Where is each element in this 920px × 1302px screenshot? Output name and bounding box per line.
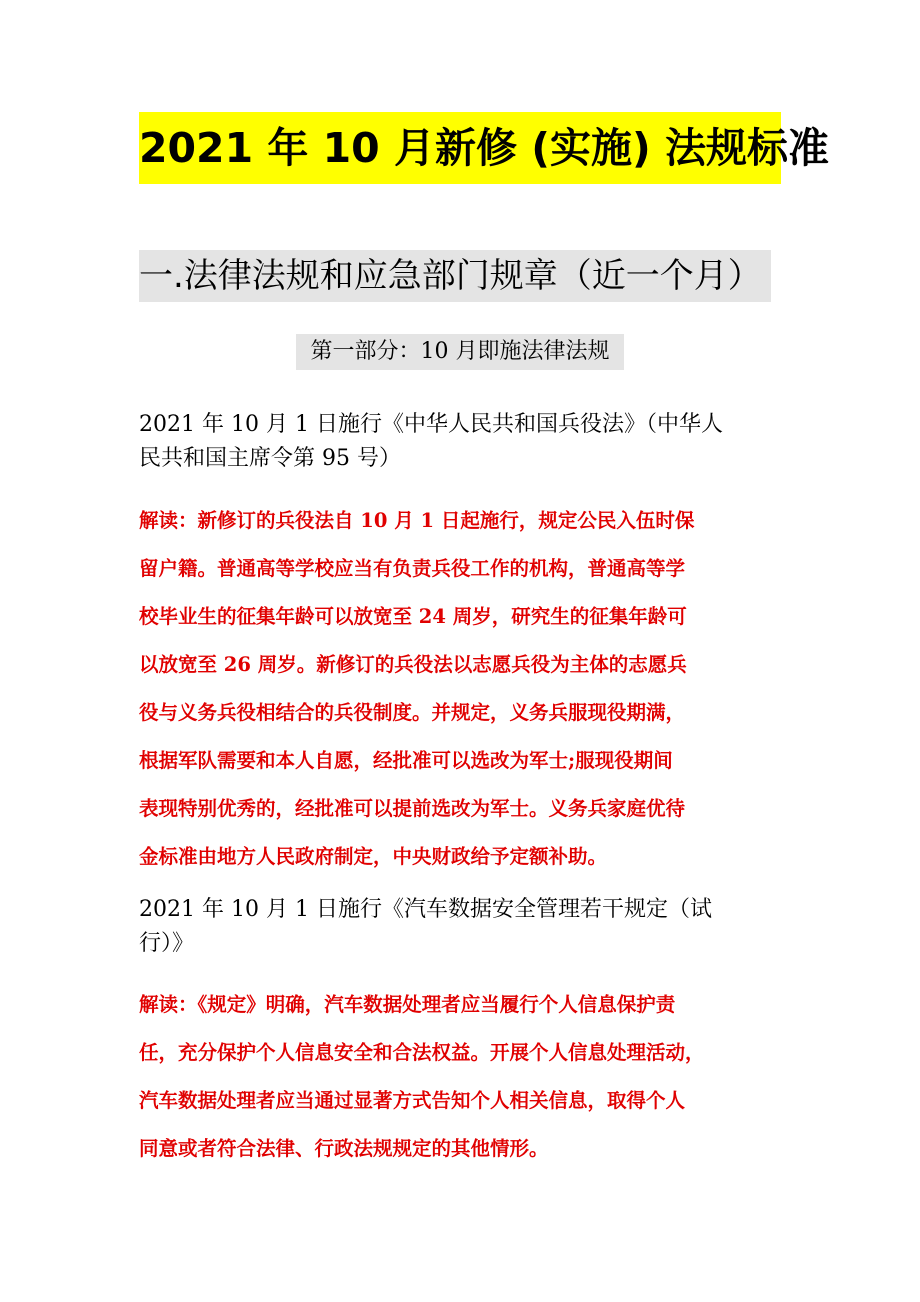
law-title-line: 2021 年 10 月 1 日施行《汽车数据安全管理若干规定（试 — [139, 897, 712, 922]
interpretation-line: 金标准由地方人民政府制定，中央财政给予定额补助。 — [139, 845, 608, 868]
law-title-line: 2021 年 10 月 1 日施行《中华人民共和国兵役法》（中华人 — [139, 412, 723, 437]
interpretation-line: 解读：《规定》明确，汽车数据处理者应当履行个人信息保护责 — [139, 993, 676, 1016]
interpretation-line: 表现特别优秀的，经批准可以提前选改为军士。义务兵家庭优待 — [139, 797, 686, 820]
interpretation-line: 解读：新修订的兵役法自 10 月 1 日起施行，规定公民入伍时保 — [139, 509, 695, 532]
interpretation-line: 役与义务兵役相结合的兵役制度。并规定，义务兵服现役期满， — [139, 701, 686, 724]
interpretation-line: 同意或者符合法律、行政法规规定的其他情形。 — [139, 1137, 549, 1160]
part-heading: 第一部分：10 月即施法律法规 — [296, 334, 624, 370]
section-heading: 一.法律法规和应急部门规章（近一个月） — [139, 250, 771, 302]
interpretation-line: 校毕业生的征集年龄可以放宽至 24 周岁，研究生的征集年龄可 — [139, 605, 687, 628]
interpretation-line: 根据军队需要和本人自愿，经批准可以选改为军士;服现役期间 — [139, 749, 673, 772]
interpretation-military-service — [139, 497, 784, 881]
interpretation-line: 以放宽至 26 周岁。新修订的兵役法以志愿兵役为主体的志愿兵 — [139, 653, 687, 676]
document-title: 2021 年 10 月新修 (实施) 法规标准 — [139, 112, 781, 184]
law-item-military-service — [139, 408, 784, 476]
interpretation-automobile-data — [139, 981, 784, 1173]
law-title-line: 民共和国主席令第 95 号） — [139, 446, 401, 471]
law-title-line: 行）》 — [139, 931, 195, 956]
interpretation-line: 任，充分保护个人信息安全和合法权益。开展个人信息处理活动， — [139, 1041, 705, 1064]
law-item-automobile-data — [139, 893, 784, 961]
interpretation-line: 汽车数据处理者应当通过显著方式告知个人相关信息，取得个人 — [139, 1089, 686, 1112]
interpretation-line: 留户籍。普通高等学校应当有负责兵役工作的机构，普通高等学 — [139, 557, 686, 580]
